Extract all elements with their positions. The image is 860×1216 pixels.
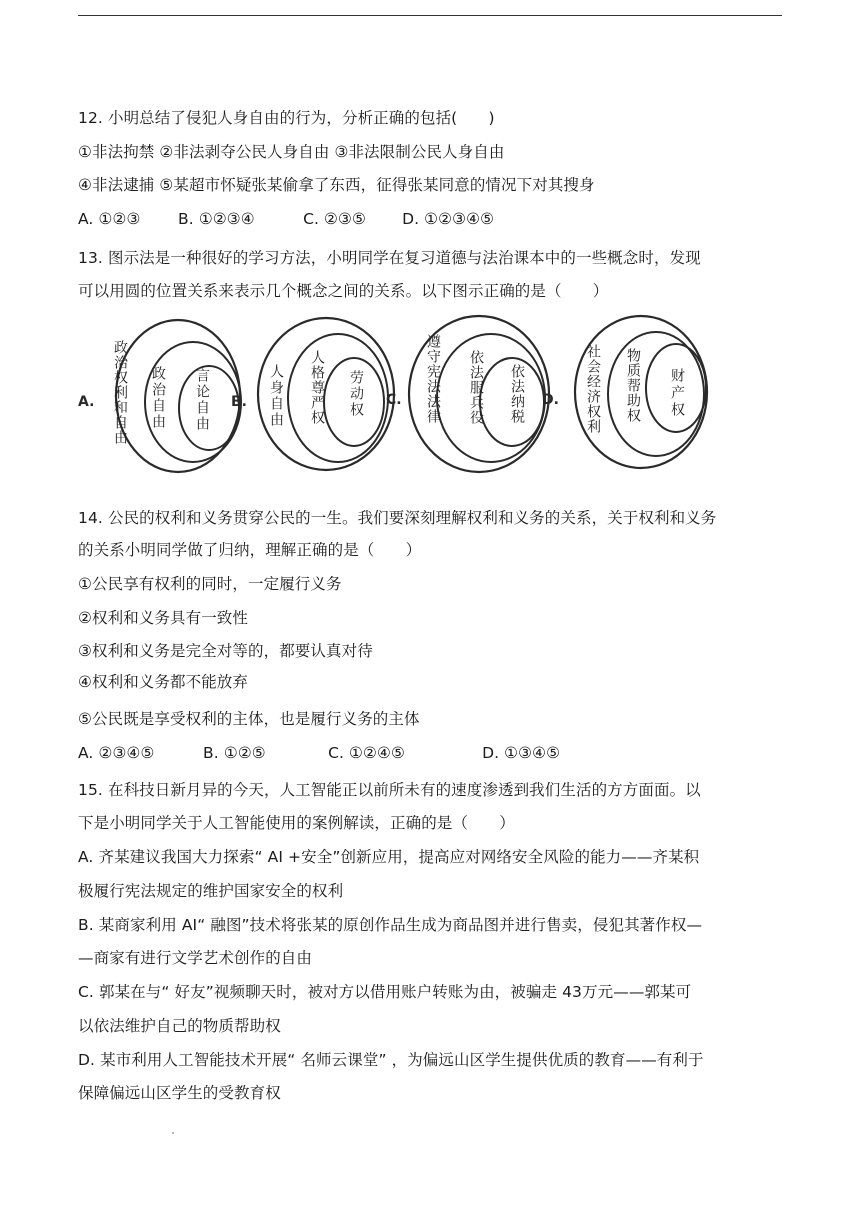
circle-b-middle xyxy=(288,334,388,462)
q13-stem-2: 可以用圆的位置关系来表示几个概念之间的关系。以下图示正确的是（ ） xyxy=(78,282,609,300)
header-rule xyxy=(78,15,782,16)
q14-option-c: C. ①②④⑤ xyxy=(328,744,406,762)
diagram-letter-d: D. xyxy=(542,392,559,408)
diagram-option-b xyxy=(231,318,394,470)
diagram-option-c xyxy=(386,316,549,472)
q14-item-2: ②权利和义务具有一致性 xyxy=(78,609,248,627)
q15-option-d-line-2: 保障偏远山区学生的受教育权 xyxy=(78,1084,281,1102)
q12-option-a: A. ①②③ xyxy=(78,210,141,228)
q15-option-b-line-1: B. 某商家利用 AI“ 融图”技术将张某的原创作品生成为商品图并进行售卖，侵犯其著作权— xyxy=(78,916,703,934)
diagram-letter-a: A. xyxy=(78,394,95,410)
q15-option-a-line-1: A. 齐某建议我国大力探索“ AI +安全”创新应用，提高应对网络安全风险的能力——齐某积 xyxy=(78,848,700,866)
q15-option-d-line-1: D. 某市利用人工智能技术开展“ 名师云课堂” ，为偏远山区学生提供优质的教育——有利于 xyxy=(78,1051,704,1069)
diagram-option-a xyxy=(78,320,241,472)
q14-item-3: ③权利和义务是完全对等的，都要认真对待 xyxy=(78,642,373,660)
q12-option-c: C. ②③⑤ xyxy=(303,210,367,228)
q12-options xyxy=(78,209,494,229)
q15-stem-2: 下是小明同学关于人工智能使用的案例解读，正确的是（ ） xyxy=(78,814,515,832)
q13-stem-1: 13. 图示法是一种很好的学习方法，小明同学在复习道德与法治课本中的一些概念时，发现 xyxy=(78,249,701,267)
label-c-middle: 依法服兵役 xyxy=(468,350,484,425)
q14-item-5: ⑤公民既是享受权利的主体，也是履行义务的主体 xyxy=(78,710,420,728)
concept-circle-diagram xyxy=(76,306,722,484)
q12-option-b: B. ①②③④ xyxy=(178,210,255,228)
q12-line-1: ①非法拘禁 ②非法剥夺公民人身自由 ③非法限制公民人身自由 xyxy=(78,143,505,161)
q14-option-b: B. ①②⑤ xyxy=(203,744,266,762)
q15-option-b-line-2: —商家有进行文学艺术创作的自由 xyxy=(78,949,313,967)
q14-stem-2: 的关系小明同学做了归纳，理解正确的是（ ） xyxy=(78,541,422,559)
label-a-middle: 政治自由 xyxy=(150,366,166,430)
q15-stem-1: 15. 在科技日新月异的今天，人工智能正以前所未有的速度渗透到我们生活的方方面面。以 xyxy=(78,781,701,799)
label-d-inner: 财产权 xyxy=(669,368,685,419)
q14-option-a: A. ②③④⑤ xyxy=(78,744,155,762)
q14-option-d: D. ①③④⑤ xyxy=(482,744,561,762)
label-d-middle: 物质帮助权 xyxy=(625,348,641,423)
q14-item-4: ④权利和义务都不能放弃 xyxy=(78,673,248,691)
diagram-letter-c: C. xyxy=(386,392,402,408)
diagram-option-d xyxy=(542,316,707,468)
page-speck xyxy=(172,1132,174,1134)
q15-option-a-line-2: 极履行宪法规定的维护国家安全的权利 xyxy=(78,882,344,900)
label-a-inner: 言论自由 xyxy=(194,368,210,432)
label-a-outer: 政治权利和自由 xyxy=(112,340,128,445)
label-d-outer: 社会经济权利 xyxy=(585,344,601,434)
q14-stem-1: 14. 公民的权利和义务贯穿公民的一生。我们要深刻理解权利和义务的关系，关于权利和义务 xyxy=(78,509,717,527)
q15-option-c-line-2: 以依法维护自己的物质帮助权 xyxy=(78,1017,281,1035)
q12-stem: 12. 小明总结了侵犯人身自由的行为，分析正确的包括( ) xyxy=(78,109,495,127)
q12-option-d: D. ①②③④⑤ xyxy=(402,210,495,228)
diagram-letter-b: B. xyxy=(231,394,247,410)
label-c-inner: 依法纳税 xyxy=(509,364,525,424)
q12-line-2: ④非法逮捕 ⑤某超市怀疑张某偷拿了东西，征得张某同意的情况下对其搜身 xyxy=(78,176,595,194)
circle-d-middle xyxy=(608,332,704,456)
q14-options xyxy=(78,743,560,763)
circle-c-middle xyxy=(437,334,545,462)
label-b-middle: 人格尊严权 xyxy=(309,350,325,425)
label-c-outer: 遵守宪法法律 xyxy=(425,334,441,424)
q15-option-c-line-1: C. 郭某在与“ 好友”视频聊天时，被对方以借用账户转账为由，被骗走 43万元——郭某可 xyxy=(78,983,692,1001)
label-b-inner: 劳动权 xyxy=(348,370,364,418)
q14-item-1: ①公民享有权利的同时，一定履行义务 xyxy=(78,575,342,593)
label-b-outer: 人身自由 xyxy=(268,364,284,428)
